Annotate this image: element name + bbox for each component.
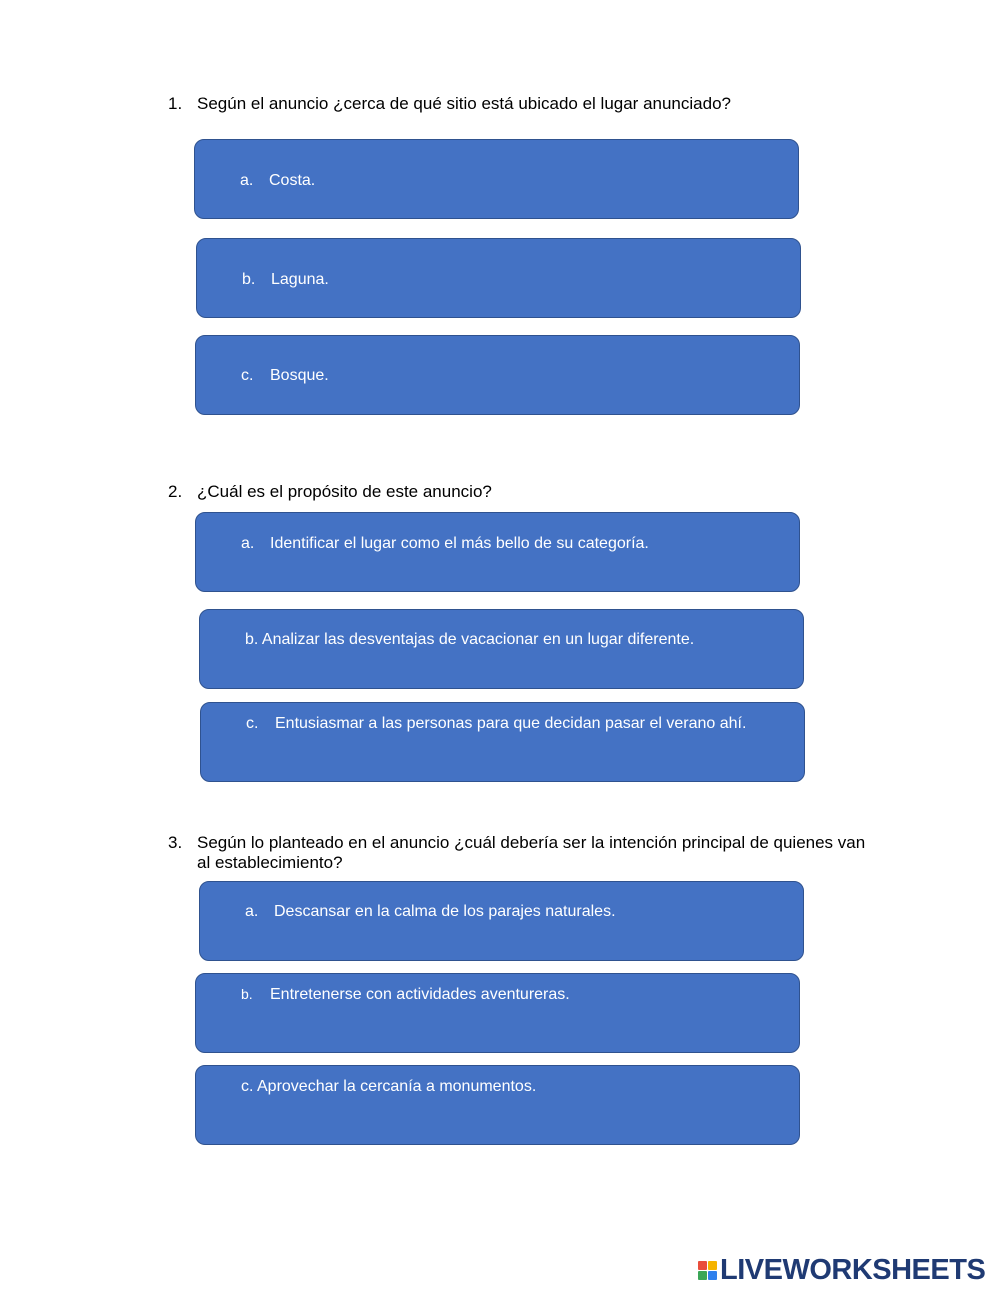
question-2 <box>168 482 868 502</box>
question-number: 2. <box>168 482 183 501</box>
liveworksheets-logo <box>698 1255 985 1285</box>
option-letter: a. <box>241 535 255 552</box>
option-letter: a. <box>245 903 259 920</box>
logo-mark-icon <box>698 1261 717 1280</box>
option-letter: b. <box>241 986 253 1002</box>
answer-option-3b[interactable] <box>195 973 800 1053</box>
option-text: Descansar en la calma de los parajes naturales. <box>274 903 616 920</box>
option-letter: c. <box>246 715 259 732</box>
logo-square-l <box>698 1261 707 1270</box>
option-text: Costa. <box>269 172 316 189</box>
answer-option-1a[interactable] <box>194 139 799 219</box>
logo-square-i <box>708 1261 717 1270</box>
answer-option-3c[interactable] <box>195 1065 800 1145</box>
question-1 <box>168 94 868 114</box>
option-text: Entretenerse con actividades aventureras. <box>270 986 570 1003</box>
answer-option-1c[interactable] <box>195 335 800 415</box>
answer-option-1b[interactable] <box>196 238 801 318</box>
question-text: Según lo planteado en el anuncio ¿cuál debería ser la intención principal de quienes van al establecimiento? <box>197 833 866 872</box>
option-text: c. Aprovechar la cercanía a monumentos. <box>241 1078 537 1095</box>
question-text: Según el anuncio ¿cerca de qué sitio está ubicado el lugar anunciado? <box>197 94 731 113</box>
logo-square-v <box>698 1271 707 1280</box>
logo-square-e <box>708 1271 717 1280</box>
option-letter: c. <box>241 367 254 384</box>
option-letter: b. <box>242 271 256 288</box>
answer-option-2a[interactable] <box>195 512 800 592</box>
option-text: Entusiasmar a las personas para que decidan pasar el verano ahí. <box>275 715 747 732</box>
logo-text: LIVEWORKSHEETS <box>720 1254 986 1286</box>
question-3 <box>168 833 868 873</box>
answer-option-2c[interactable] <box>200 702 805 782</box>
question-number: 1. <box>168 94 183 113</box>
answer-option-3a[interactable] <box>199 881 804 961</box>
question-number: 3. <box>168 833 183 852</box>
option-text: Identificar el lugar como el más bello de su categoría. <box>270 535 649 552</box>
option-text: b. Analizar las desventajas de vacacionar en un lugar diferente. <box>245 631 695 648</box>
option-text: Laguna. <box>271 271 329 288</box>
answer-option-2b[interactable] <box>199 609 804 689</box>
option-letter: a. <box>240 172 254 189</box>
option-text: Bosque. <box>270 367 329 384</box>
question-text: ¿Cuál es el propósito de este anuncio? <box>197 482 492 501</box>
